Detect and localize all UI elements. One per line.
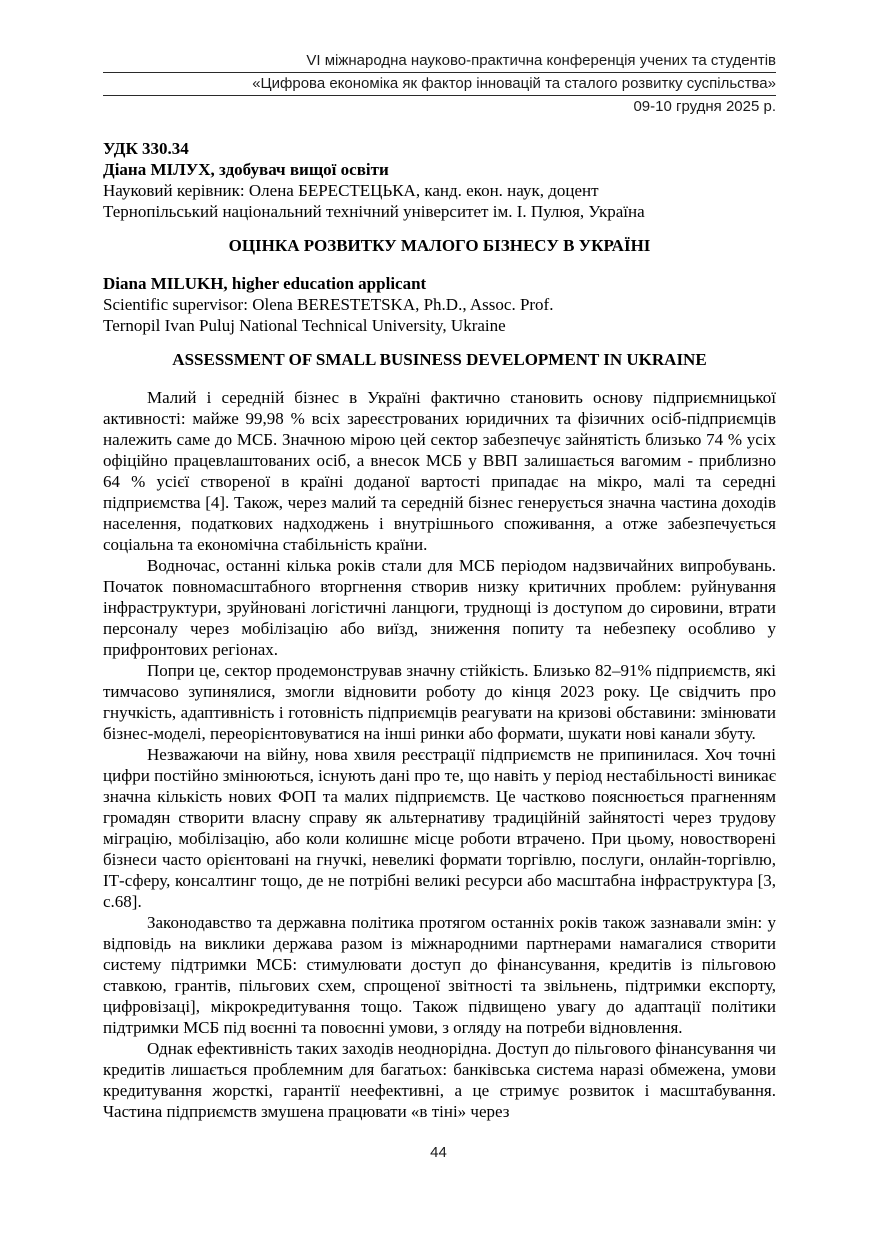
conference-date-line: 09-10 грудня 2025 р. — [633, 98, 776, 115]
paragraph: Незважаючи на війну, нова хвиля реєстрації підприємств не припинилася. Хоч точні цифри постійно змінюються, існують дані про те, що навіть у період нестабільності виникає значна кількість нових ФОП та малих підприємств. Це частково пояснюється прагненням громадян створити власну справу як альтернативу традиційній зайнятості через трудову міграцію, мобілізацію, або коли колишнє місце роботи втрачено. При цьому, новостворені бізнеси часто орієнтовані на гнучкі, невеликі формати торгівлю, послуги, онлайн-торгівлю, ІТ-сферу, консалтинг тощо, де не потрібні великі ресурси або масштабна інфраструктура [3, с.68]. — [103, 745, 776, 911]
article-title-en: ASSESSMENT OF SMALL BUSINESS DEVELOPMENT IN UKRAINE — [172, 350, 707, 369]
affiliation-uk: Тернопільський національний технічний університет ім. І. Пулюя, Україна — [103, 202, 645, 221]
article-meta-en — [103, 273, 776, 336]
conference-theme-line: «Цифрова економіка як фактор інновацій та сталого розвитку суспільства» — [103, 75, 776, 96]
udc-number: УДК 330.34 — [103, 139, 189, 158]
paragraph: Однак ефективність таких заходів неоднорідна. Доступ до пільгового фінансування чи кредитів лишається проблемним для багатьох: банківська система наразі обмежена, умови кредитування жорсткі, гарантії неефективні, а це стримує розвиток і масштабування. Частина підприємств змушена працювати «в тіні» через — [103, 1039, 776, 1121]
running-head — [103, 0, 776, 118]
paragraph: Попри це, сектор продемонстрував значну стійкість. Близько 82–91% підприємств, які тимчасово зупинялися, змогли відновити роботу до кінця 2023 року. Це свідчить про гнучкість, адаптивність і готовність підприємців реагувати на кризові обставини: змінювати бізнес-моделі, переорієнтовуватися на інші ринки або формати, шукати нові канали збуту. — [103, 661, 776, 743]
paragraph: Малий і середній бізнес в Україні фактично становить основу підприємницької активності: майже 99,98 % всіх зареєстрованих юридичних та фізичних осіб-підприємців належить саме до МСБ. Значною мірою цей сектор забезпечує зайнятість близько 74 % усіх офіційно працевлаштованих осіб, а внесок МСБ у ВВП залишається вагомим - приблизно 64 % усієї створеної в країні доданої вартості припадає на мікро, малі та середні підприємства [4]. Також, через малий та середній бізнес генерується значна частина доходів населення, податкових надходжень і внутрішнього споживання, а отже забезпечується соціальна та економічна стабільність країни. — [103, 388, 776, 554]
article-meta-uk — [103, 138, 776, 222]
article-body — [103, 387, 776, 1122]
article-title-uk: ОЦІНКА РОЗВИТКУ МАЛОГО БІЗНЕСУ В УКРАЇНІ — [228, 236, 651, 255]
page-number: 44 — [430, 1144, 447, 1161]
paragraph: Водночас, останні кілька років стали для МСБ періодом надзвичайних випробувань. Початок повномасштабного вторгнення створив низку критичних проблем: руйнування інфраструктури, зруйновані логістичні ланцюги, труднощі із доступом до сировини, втрати персоналу через мобілізацію або виїзд, зниження попиту та небезпеку особливо у прифронтових регіонах. — [103, 556, 776, 659]
paragraph: Законодавство та державна політика протягом останніх років також зазнавали змін: у відповідь на виклики держава разом із міжнародними партнерами намагалися створити систему підтримки МСБ: стимулювати доступ до фінансування, кредитів із пільговою ставкою, грантів, пільгових схем, спрощеної звітності та звільнень, підтримки експорту, цифровізаці], мікрокредитування тощо. Також підвищено увагу до адаптації політики підтримки МСБ під воєнні та повоєнні умови, з огляду на потреби відновлення. — [103, 913, 776, 1037]
affiliation-en: Ternopil Ivan Puluj National Technical University, Ukraine — [103, 316, 506, 335]
author-en: Diana MILUKH, higher education applicant — [103, 274, 427, 293]
page-content — [103, 0, 776, 1122]
supervisor-uk: Науковий керівник: Олена БЕРЕСТЕЦЬКА, канд. екон. наук, доцент — [103, 181, 599, 200]
author-uk: Діана МІЛУХ, здобувач вищої освіти — [103, 160, 389, 179]
conference-title-line: VI міжнародна науково-практична конференція учених та студентів — [103, 52, 776, 73]
supervisor-en: Scientific supervisor: Olena BERESTETSKA, Ph.D., Assoc. Prof. — [103, 295, 554, 314]
